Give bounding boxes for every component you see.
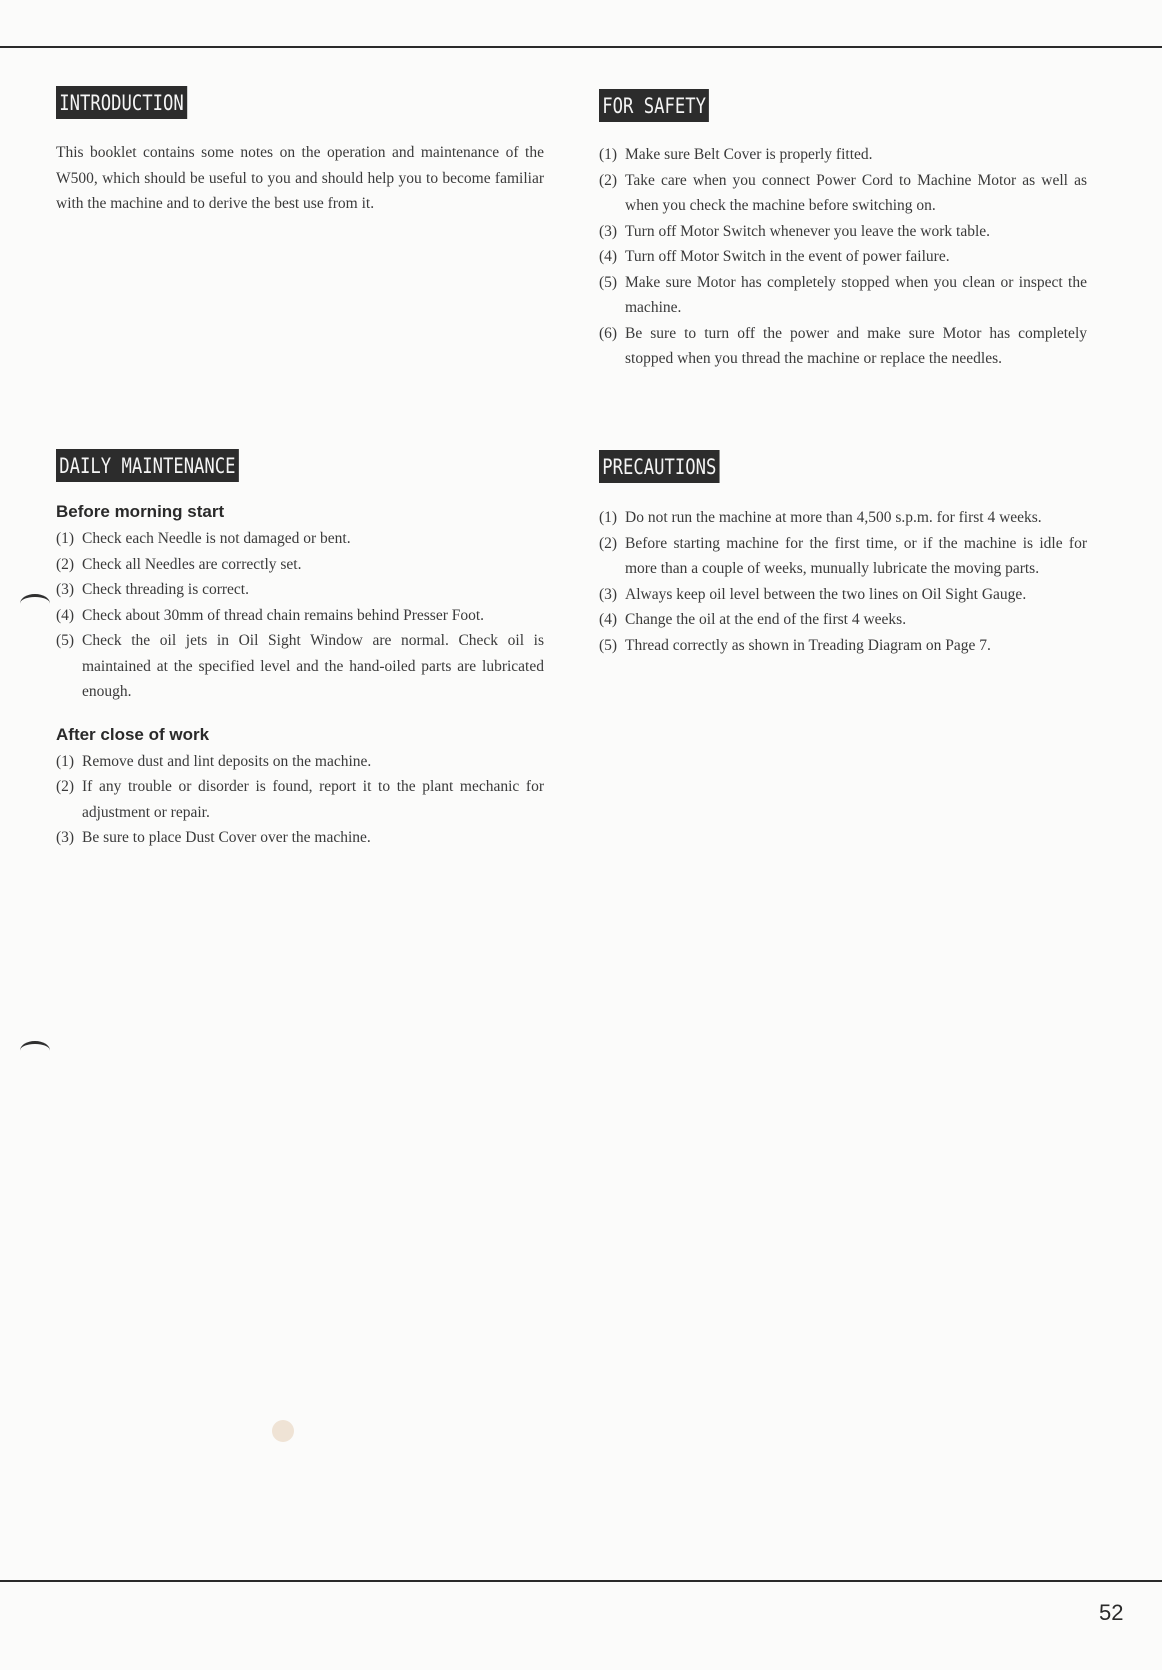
for-safety-heading: FOR SAFETY [599, 89, 709, 122]
list-item: (3) Check threading is correct. [56, 581, 249, 598]
list-item: (2) Take care when you connect Power Cord to Machine Motor as well as when you check the machine before switching on. [599, 171, 1087, 214]
list-item: (6) Be sure to turn off the power and make sure Motor has completely stopped when you thread the machine or replace the needles. [599, 324, 1087, 367]
before-morning-start-list [56, 526, 544, 705]
introduction-text: This booklet contains some notes on the operation and maintenance of the W500, which should be useful to you and should help you to become familiar with the machine and to derive the best use from it. [56, 144, 544, 212]
precautions-list [599, 505, 1087, 658]
top-rule [0, 46, 1162, 48]
list-item: (3) Be sure to place Dust Cover over the machine. [56, 829, 371, 846]
list-item: (2) Before starting machine for the first time, or if the machine is idle for more than a couple of weeks, munually lubricate the moving parts. [599, 534, 1087, 577]
page-smudge [272, 1420, 294, 1442]
for-safety-section [599, 89, 1087, 372]
after-close-of-work-list [56, 749, 544, 851]
daily-maintenance-heading: DAILY MAINTENANCE [56, 449, 239, 482]
introduction-heading: INTRODUCTION [56, 86, 187, 119]
list-item: (1) Check each Needle is not damaged or bent. [56, 530, 351, 547]
list-item: (4) Turn off Motor Switch in the event of power failure. [599, 248, 950, 265]
list-item: (3) Always keep oil level between the two lines on Oil Sight Gauge. [599, 585, 1027, 603]
introduction-section [56, 86, 544, 217]
list-item: (2) Check all Needles are correctly set. [56, 555, 302, 573]
for-safety-list [599, 142, 1087, 372]
list-item: (5) Check the oil jets in Oil Sight Window are normal. Check oil is maintained at the specified level and the hand-oiled parts are lubricated enough. [56, 632, 544, 700]
list-item: (5) Make sure Motor has completely stopped when you clean or inspect the machine. [599, 273, 1087, 316]
binder-hole-mark [20, 1041, 50, 1060]
after-close-of-work-title: After close of work [56, 724, 210, 744]
page-number: 52 [1099, 1600, 1124, 1625]
list-item: (1) Remove dust and lint deposits on the machine. [56, 752, 372, 770]
precautions-heading: PRECAUTIONS [599, 450, 720, 483]
daily-maintenance-section [56, 449, 544, 851]
list-item: (3) Turn off Motor Switch whenever you leave the work table. [599, 222, 991, 240]
list-item: (4) Change the oil at the end of the first 4 weeks. [599, 611, 907, 628]
precautions-section [599, 450, 1087, 658]
list-item: (1) Do not run the machine at more than 4,500 s.p.m. for first 4 weeks. [599, 509, 1042, 526]
list-item: (4) Check about 30mm of thread chain remains behind Presser Foot. [56, 606, 485, 624]
list-item: (1) Make sure Belt Cover is properly fitted. [599, 146, 873, 163]
list-item: (2) If any trouble or disorder is found, report it to the plant mechanic for adjustment or repair. [56, 778, 544, 821]
binder-hole-mark [20, 594, 50, 613]
bottom-rule [0, 1580, 1162, 1582]
before-morning-start-title: Before morning start [56, 502, 225, 521]
list-item: (5) Thread correctly as shown in Treading Diagram on Page 7. [599, 636, 991, 654]
